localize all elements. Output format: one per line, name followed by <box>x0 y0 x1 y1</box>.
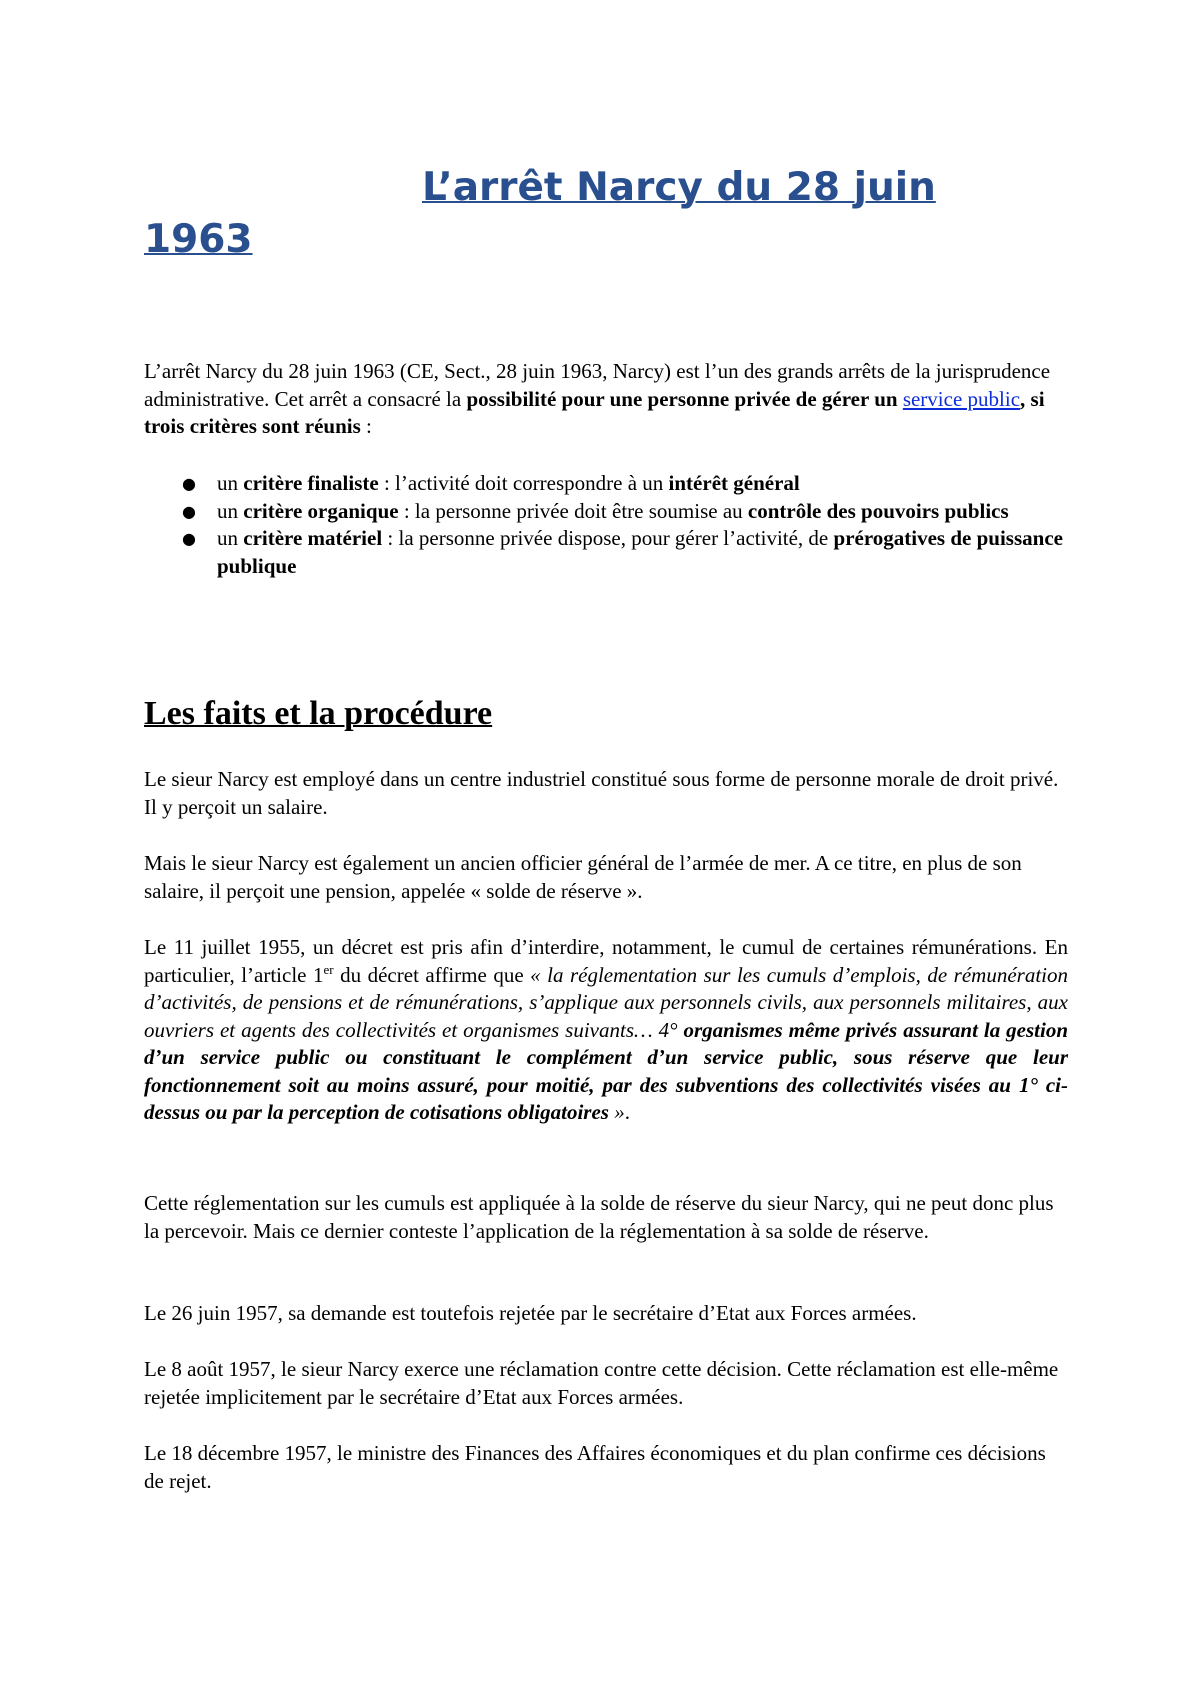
criterion-text: : la personne privée doit être soumise au <box>398 498 748 523</box>
document-title <box>144 162 1064 266</box>
intro-paragraph <box>144 358 1068 441</box>
title-line-2: 1963 <box>144 217 253 262</box>
list-item <box>144 498 1068 526</box>
intro-text: L’arrêt Narcy du 28 juin 1963 (CE, Sect., 28 juin 1963, Narcy) est l’un des grands arrêts de la jurisprudence administrative. Cet arrêt a consacré la <box>144 359 1051 411</box>
decree-quote-emphasis: organismes même privés assurant la gestion d’un service public ou constituant le complément d’un service public, sous réserve que leur fonctionnement soit au moins assuré, pour moitié, par des subventions des collectivités visées au 1° ci-dessus ou par la perception de cotisations obligatoires <box>144 1017 1068 1124</box>
paragraph-employment: Le sieur Narcy est employé dans un centre industriel constitué sous forme de personne morale de droit privé. Il y perçoit un salaire. <box>144 767 1059 819</box>
bullet-icon: ● <box>182 529 196 548</box>
criterion-label: critère organique <box>243 498 399 523</box>
list-item <box>144 525 1068 580</box>
decree-quote: « la réglementation sur les cumuls d’emplois, de rémunération d’activités, de pensions et de rémunérations, s’applique aux personnels civils, aux personnels militaires, aux ouvriers et agents des collectivités et organismes suivants… 4° <box>144 962 1068 1042</box>
title-line-1: L’arrêt Narcy du 28 juin <box>422 165 936 210</box>
intro-bold-1: possibilité pour une personne privée de gérer un <box>466 386 903 411</box>
paragraph-application: Cette réglementation sur les cumuls est appliquée à la solde de réserve du sieur Narcy, qui ne peut donc plus la percevoir. Mais ce dernier conteste l’application de la réglementation à sa solde de réserve. <box>144 1191 1054 1243</box>
criterion-text: : la personne privée dispose, pour gérer l’activité, de <box>382 526 834 550</box>
service-public-link[interactable]: service public <box>902 386 1021 411</box>
decree-text-1: Le 11 juillet 1955, un décret est pris afin d’interdire, notamment, le cumul de certaines rémunérations. En particulier, l’article 1 <box>144 935 1068 987</box>
criterion-prefix: un <box>217 526 244 550</box>
list-item <box>144 470 1068 498</box>
criterion-emphasis: intérêt général <box>668 471 800 495</box>
criterion-emphasis: contrôle des pouvoirs publics <box>747 498 1009 523</box>
paragraph-rejection: Le 26 juin 1957, sa demande est toutefois rejetée par le secrétaire d’Etat aux Forces armées. <box>144 1301 917 1325</box>
criterion-label: critère matériel <box>243 526 383 550</box>
decree-text-2: du décret affirme que <box>333 962 531 987</box>
ordinal-superscript: er <box>323 961 334 977</box>
decree-period: . <box>624 1100 630 1124</box>
decree-quote-close: » <box>608 1100 625 1124</box>
paragraph-decree <box>144 934 1068 1127</box>
bullet-icon: ● <box>182 501 196 521</box>
criterion-prefix: un <box>217 498 244 523</box>
paragraph-reclamation: Le 8 août 1957, le sieur Narcy exerce une réclamation contre cette décision. Cette réclamation est elle-même rejetée implicitement par le secrétaire d’Etat aux Forces armées. <box>144 1357 1059 1409</box>
bullet-icon: ● <box>182 474 196 493</box>
criterion-label: critère finaliste <box>243 471 379 495</box>
paragraph-pension: Mais le sieur Narcy est également un ancien officier général de l’armée de mer. A ce titre, en plus de son salaire, il perçoit une pension, appelée « solde de réserve ». <box>144 851 1022 903</box>
criterion-text: : l’activité doit correspondre à un <box>378 471 669 495</box>
intro-colon: : <box>360 414 372 438</box>
paragraph-confirmation: Le 18 décembre 1957, le ministre des Finances des Affaires économiques et du plan confirme ces décisions de rejet. <box>144 1441 1046 1493</box>
criterion-emphasis: prérogatives de puissance publique <box>217 526 1063 578</box>
section-heading: Les faits et la procédure <box>144 695 493 732</box>
criterion-prefix: un <box>217 471 244 495</box>
intro-bold-2: , si trois critères sont réunis <box>144 386 1045 438</box>
criteria-list <box>144 470 1068 580</box>
